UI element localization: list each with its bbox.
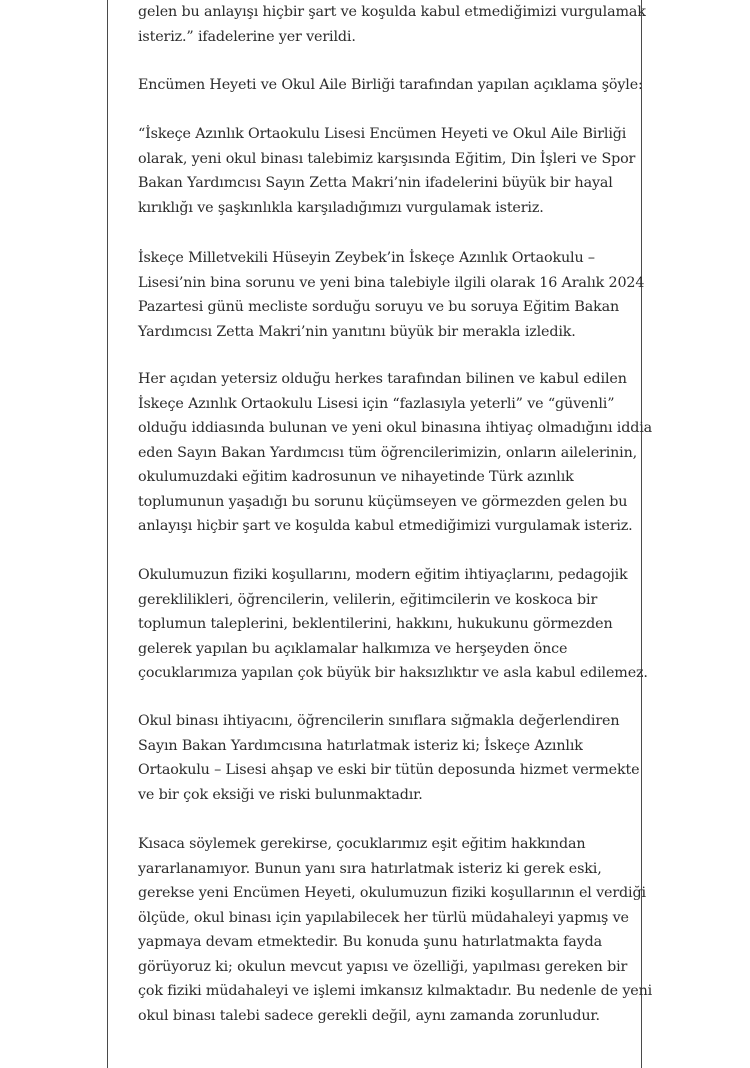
text-line: okulumuzdaki eğitim kadrosunun ve nihayetinde Türk azınlık (138, 469, 574, 486)
text-line: Her açıdan yetersiz olduğu herkes tarafından bilinen ve kabul edilen (138, 371, 627, 387)
text-line: İskeçe Milletvekili Hüseyin Zeybek’in İskeçe Azınlık Ortaokulu – (138, 250, 595, 266)
text-line: ölçüde, okul binası için yapılabilecek her türlü müdahaleyi yapmış ve (138, 909, 629, 926)
text-line: yapmaya devam etmektedir. Bu konuda şunu hatırlatmakta fayda (138, 934, 602, 951)
text-line: Encümen Heyeti ve Okul Aile Birliği tarafından yapılan açıklama şöyle: (138, 77, 643, 93)
text-line: Okul binası ihtiyacını, öğrencilerin sınıflara sığmakla değerlendiren (138, 713, 620, 729)
text-line: olarak, yeni okul binası talebimiz karşısında Eğitim, Din İşleri ve Spor (138, 150, 636, 167)
text-line: çok fiziki müdahaleyi ve işlemi imkansız kılmaktadır. Bu nedenle de yeni (138, 983, 653, 1000)
text-line: Sayın Bakan Yardımcısına hatırlatmak isteriz ki; İskeçe Azınlık (138, 737, 583, 754)
text-line: İskeçe Azınlık Ortaokulu Lisesi için “fazlasıyla yeterli” ve “güvenli” (138, 395, 615, 412)
text-line: anlayışı hiçbir şart ve koşulda kabul etmediğimizi vurgulamak isteriz. (138, 518, 633, 535)
text-line: ve bir çok eksiği ve riski bulunmaktadır. (138, 786, 423, 803)
text-line: Lisesi’nin bina sorunu ve yeni bina talebiyle ilgili olarak 16 Aralık 2024 (138, 274, 645, 291)
text-line: yararlanamıyor. Bunun yanı sıra hatırlatmak isteriz ki gerek eski, (138, 860, 602, 877)
text-line: Bakan Yardımcısı Sayın Zetta Makri’nin ifadelerini büyük bir hayal (138, 175, 613, 192)
text-line: okul binası talebi sadece gerekli değil, aynı zamanda zorunludur. (138, 1007, 600, 1024)
text-line: Kısaca söylemek gerekirse, çocuklarımız eşit eğitim hakkından (138, 836, 586, 852)
text-line: isteriz.” ifadelerine yer verildi. (138, 28, 356, 45)
text-line: Okulumuzun fiziki koşullarını, modern eğitim ihtiyaçlarını, pedagojik (138, 567, 628, 583)
text-line: gerekse yeni Encümen Heyeti, okulumuzun fiziki koşullarının el verdiği (138, 885, 646, 902)
text-line: kırıklığı ve şaşkınlıkla karşıladığımızı vurgulamak isteriz. (138, 199, 544, 216)
text-line: gereklilikleri, öğrencilerin, velilerin, eğitimcilerin ve koskoca bir (138, 591, 598, 608)
text-line: toplumun taleplerini, beklentilerini, hakkını, hukukunu görmezden (138, 616, 613, 633)
text-line: eden Sayın Bakan Yardımcısı tüm öğrencilerimizin, onların ailelerinin, (138, 444, 638, 461)
text-line: olduğu iddiasında bulunan ve yeni okul binasına ihtiyaç olmadığını iddia (138, 420, 653, 437)
text-line: “İskeçe Azınlık Ortaokulu Lisesi Encümen Heyeti ve Okul Aile Birliği (138, 126, 627, 142)
text-line: gelen bu anlayışı hiçbir şart ve koşulda kabul etmediğimizi vurgulamak (138, 4, 646, 20)
text-line: görüyoruz ki; okulun mevcut yapısı ve özelliği, yapılması gereken bir (138, 958, 628, 975)
text-line: Ortaokulu – Lisesi ahşap ve eski bir tütün deposunda hizmet vermekte (138, 762, 640, 779)
text-line: çocuklarımıza yapılan çok büyük bir haksızlıktır ve asla kabul edilemez. (138, 665, 648, 682)
text-line: gelerek yapılan bu açıklamalar halkımıza ve herşeyden önce (138, 640, 568, 657)
text-line: toplumunun yaşadığı bu sorunu küçümseyen ve görmezden gelen bu (138, 493, 628, 510)
text-line: Yardımcısı Zetta Makri’nin yanıtını büyük bir merakla izledik. (138, 323, 576, 340)
text-line: Pazartesi günü mecliste sorduğu soruyu ve bu soruya Eğitim Bakan (138, 299, 620, 316)
